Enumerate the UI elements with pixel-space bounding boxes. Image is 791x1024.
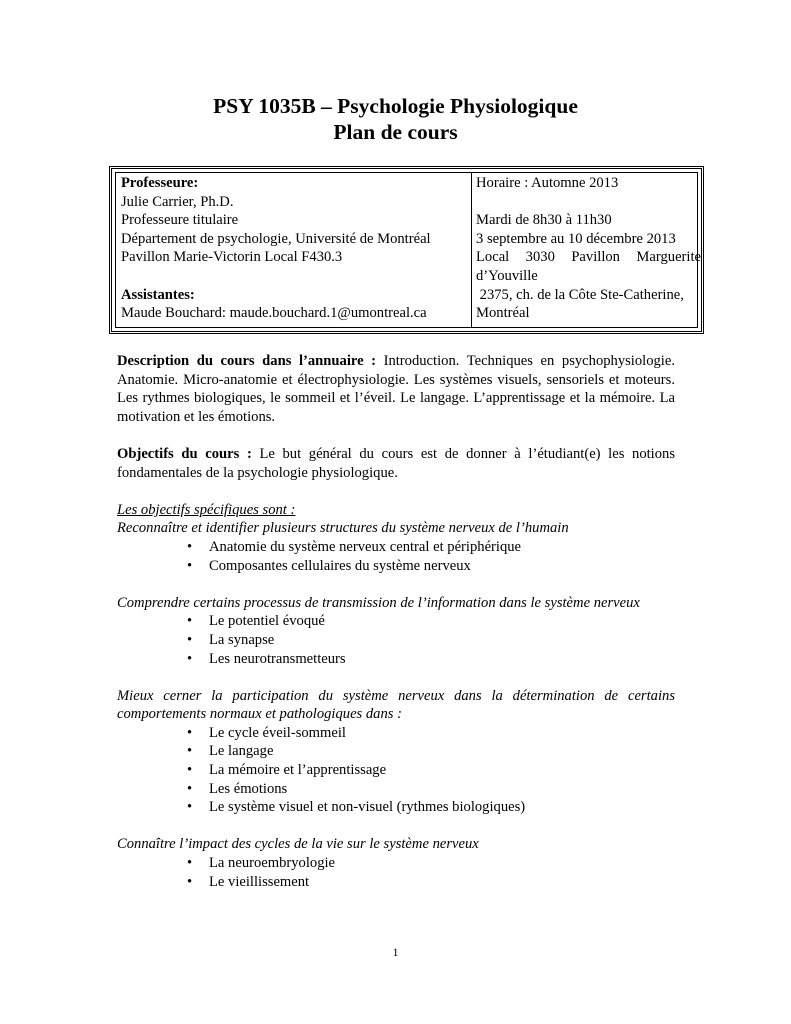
list-item-text: Composantes cellulaires du système nerveux xyxy=(209,557,471,574)
professor-name: Julie Carrier, Ph.D. xyxy=(121,193,234,210)
bullet-icon: • xyxy=(187,613,193,630)
course-title: PSY 1035B – Psychologie Physiologique xyxy=(213,94,578,118)
bullet-list xyxy=(117,538,675,575)
document-subtitle: Plan de cours xyxy=(333,120,458,144)
list-item xyxy=(117,798,675,817)
office: Pavillon Marie-Victorin Local F430.3 xyxy=(121,249,343,266)
bullet-icon: • xyxy=(187,538,193,555)
section-heading: Mieux cerner la participation du système nerveux dans la détermination de certains comportements normaux et pathologiques dans : xyxy=(117,687,675,723)
specific-objectives-heading: Les objectifs spécifiques sont : xyxy=(117,501,296,518)
bullet-icon: • xyxy=(187,780,193,797)
bullet-icon: • xyxy=(187,873,193,890)
list-item-text: La neuroembryologie xyxy=(209,855,336,872)
list-item xyxy=(117,873,675,892)
address-line-1: 2375, ch. de la Côte Ste-Catherine, xyxy=(476,286,684,303)
course-objectives xyxy=(117,445,675,482)
list-item xyxy=(117,612,675,631)
list-item-text: Le potentiel évoqué xyxy=(209,613,325,630)
list-item xyxy=(117,650,675,669)
list-item-text: Anatomie du système nerveux central et périphérique xyxy=(209,538,522,555)
list-item-text: Les neurotransmetteurs xyxy=(209,650,346,667)
bullet-icon: • xyxy=(187,724,193,741)
objective-section xyxy=(117,594,675,668)
bullet-list xyxy=(117,612,675,668)
professor-info xyxy=(121,174,466,323)
list-item xyxy=(117,724,675,743)
department: Département de psychologie, Université de Montréal xyxy=(121,230,431,247)
list-item-text: Le système visuel et non-visuel (rythmes biologiques) xyxy=(209,799,526,816)
list-item xyxy=(117,557,675,576)
address-line-2: Montréal xyxy=(476,305,530,322)
list-item xyxy=(117,631,675,650)
section-heading: Comprendre certains processus de transmission de l’information dans le système nerveux xyxy=(117,594,640,611)
description-label: Description du cours dans l’annuaire : xyxy=(117,353,377,369)
assistants-heading: Assistantes: xyxy=(121,286,195,303)
bullet-icon: • xyxy=(187,650,193,667)
bullet-icon: • xyxy=(187,799,193,816)
room-line-1: Local 3030 Pavillon Marguerite xyxy=(476,249,701,266)
list-item xyxy=(117,538,675,557)
bullet-list xyxy=(117,724,675,817)
page-number: 1 xyxy=(392,945,399,959)
objective-section xyxy=(117,519,675,575)
objective-section xyxy=(117,687,675,817)
bullet-icon: • xyxy=(187,557,193,574)
list-item xyxy=(117,854,675,873)
info-box xyxy=(109,166,704,334)
bullet-icon: • xyxy=(187,631,193,648)
info-box-inner xyxy=(115,172,701,328)
class-time: Mardi de 8h30 à 11h30 xyxy=(476,212,612,229)
schedule: Horaire : Automne 2013 xyxy=(476,175,619,191)
course-description xyxy=(117,352,675,426)
room-line-2: d’Youville xyxy=(476,267,538,284)
class-dates: 3 septembre au 10 décembre 2013 xyxy=(476,230,676,247)
list-item-text: Le vieillissement xyxy=(209,873,310,890)
objective-section xyxy=(117,835,675,891)
list-item-text: La synapse xyxy=(209,631,275,648)
professor-title: Professeure titulaire xyxy=(121,212,239,229)
section-heading: Reconnaître et identifier plusieurs structures du système nerveux de l’humain xyxy=(117,520,569,537)
description-text: Introduction. Techniques en psychophysiologie. Anatomie. Micro-anatomie et électrophysiologie. Les systèmes visuels, sensoriels et moteurs. Les rythmes biologiques, le sommeil et l’éveil. Le langage. L’apprentissage et la mémoire. La motivation et les émotions. xyxy=(117,353,675,425)
list-item-text: Les émotions xyxy=(209,780,288,797)
bullet-icon: • xyxy=(187,743,193,760)
list-item-text: La mémoire et l’apprentissage xyxy=(209,762,387,779)
schedule-info xyxy=(476,174,701,323)
bullet-icon: • xyxy=(187,855,193,872)
objectives-text: Le but général du cours est de donner à l’étudiant(e) les notions fondamentales de la psychologie physiologique. xyxy=(117,445,675,481)
list-item-text: Le langage xyxy=(209,743,274,760)
list-item xyxy=(117,761,675,780)
bullet-icon: • xyxy=(187,762,193,779)
section-heading: Connaître l’impact des cycles de la vie sur le système nerveux xyxy=(117,836,479,853)
column-divider xyxy=(471,173,472,327)
bullet-list xyxy=(117,854,675,891)
list-item-text: Le cycle éveil-sommeil xyxy=(209,724,346,741)
assistant-contact: Maude Bouchard: maude.bouchard.1@umontreal.ca xyxy=(121,305,427,322)
document-body xyxy=(117,352,675,891)
objectives-label: Objectifs du cours : xyxy=(117,445,252,462)
professor-heading: Professeure: xyxy=(121,175,199,191)
list-item xyxy=(117,780,675,799)
document-title xyxy=(0,93,791,145)
list-item xyxy=(117,742,675,761)
